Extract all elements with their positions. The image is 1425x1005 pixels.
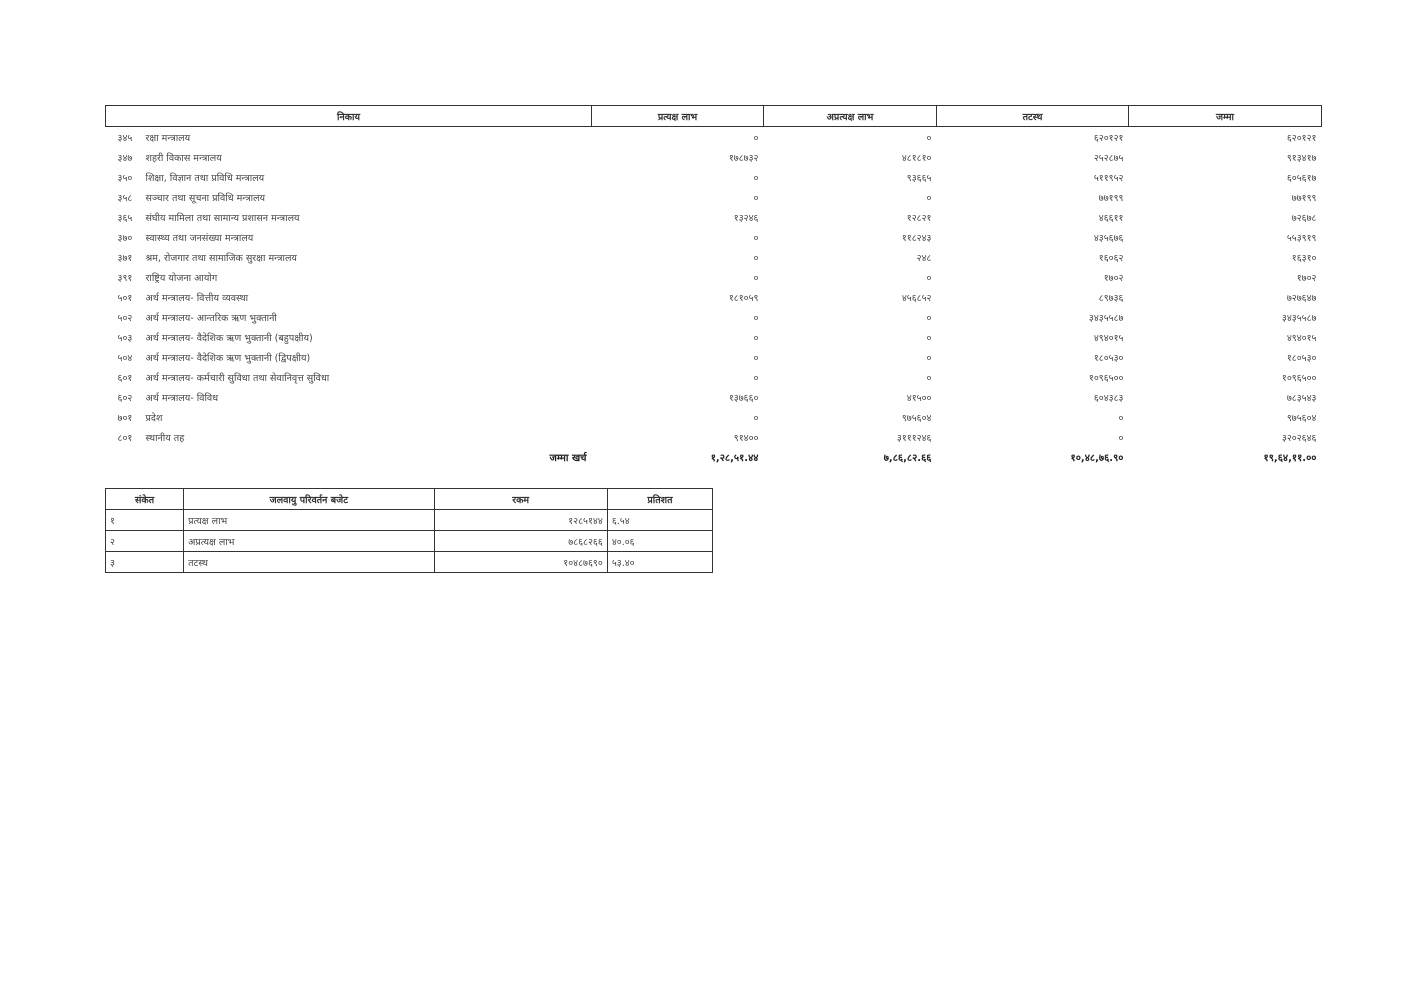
table-row [106, 287, 1322, 307]
entity-name: शिक्षा, विज्ञान तथा प्रविधि मन्त्रालय [145, 172, 265, 184]
entity-code: ३७० [117, 232, 133, 244]
total-cell: ३२०२६४६ [1281, 432, 1317, 444]
entity-name: श्रम, रोजगार तथा सामाजिक सुरक्षा मन्त्रालय [145, 252, 297, 264]
total-cell: ७८३५४३ [1286, 392, 1317, 404]
summary-row [106, 552, 713, 573]
total-cell: १०९६५०० [1281, 372, 1317, 384]
indirect-cell: ० [926, 332, 932, 344]
indirect-cell: ४१५०० [906, 392, 932, 404]
summary-header-label: जलवायु परिवर्तन बजेट [184, 489, 434, 510]
summary-label-cell: तटस्थ [184, 552, 434, 573]
entity-name: स्वास्थ्य तथा जनसंख्या मन्त्रालय [145, 232, 254, 244]
entity-code: ३५० [117, 172, 133, 184]
neutral-cell: ४३५६७६ [1093, 232, 1124, 244]
indirect-cell: ९७५६०४ [901, 412, 932, 424]
summary-row [106, 531, 713, 552]
indirect-cell: ० [926, 372, 932, 384]
neutral-cell: ३४३५५८७ [1088, 312, 1124, 324]
total-cell: ७७१९९ [1291, 192, 1317, 204]
entity-code: ७०१ [117, 412, 133, 424]
indirect-cell: ९३६६५ [906, 172, 932, 184]
entity-cell [106, 387, 592, 407]
summary-header-amount: रकम [434, 489, 607, 510]
indirect-cell: १२८२१ [906, 212, 932, 224]
neutral-cell: १६०६२ [1098, 252, 1124, 264]
indirect-cell: ० [926, 352, 932, 364]
neutral-cell: १८०५३० [1093, 352, 1124, 364]
entity-code: ३७१ [117, 252, 133, 264]
neutral-cell: ० [1118, 432, 1124, 444]
entity-cell [106, 367, 592, 387]
entity-name: सञ्चार तथा सूचना प्रविधि मन्त्रालय [145, 192, 266, 204]
indirect-cell: ३१११२४६ [896, 432, 932, 444]
total-cell: १८०५३० [1286, 352, 1317, 364]
total-direct-cell: १,२८,५१.४४ [710, 453, 759, 464]
direct-cell: ० [753, 352, 759, 364]
total-indirect-cell: ७,८६,८२.६६ [883, 453, 932, 464]
header-indirect: अप्रत्यक्ष लाभ [764, 106, 937, 127]
entity-code: ३५८ [117, 192, 133, 204]
neutral-cell: ६२०१२१ [1093, 132, 1124, 144]
entity-name: स्थानीय तह [145, 432, 185, 444]
summary-row [106, 510, 713, 531]
entity-code: ५०१ [117, 292, 133, 304]
summary-header-row [106, 489, 713, 510]
neutral-cell: १७०२ [1103, 272, 1124, 284]
neutral-cell: ४६६११ [1098, 212, 1124, 224]
entity-code: ६०२ [117, 392, 133, 404]
neutral-cell: ७७१९९ [1098, 192, 1124, 204]
table-row [106, 407, 1322, 427]
direct-cell: १३२४६ [733, 212, 759, 224]
table-row [106, 127, 1322, 148]
direct-cell: ० [753, 412, 759, 424]
total-row [106, 447, 1322, 467]
indirect-cell: ० [926, 272, 932, 284]
entity-cell [106, 267, 592, 287]
direct-cell: ० [753, 252, 759, 264]
total-cell: ९१३४१७ [1286, 152, 1317, 164]
table-row [106, 247, 1322, 267]
summary-amount-cell: ७८६८२६६ [434, 531, 607, 552]
direct-cell: ० [753, 372, 759, 384]
entity-name: अर्थ मन्त्रालय- वैदेशिक ऋण भुक्तानी (बहुपक्षीय) [145, 332, 313, 344]
entity-code: ८०१ [117, 432, 133, 444]
summary-body [106, 510, 713, 573]
table-row [106, 167, 1322, 187]
summary-code-cell: ३ [106, 552, 184, 573]
total-cell: ५५३९१९ [1286, 232, 1317, 244]
table-row [106, 187, 1322, 207]
total-cell: ४९४०१५ [1286, 332, 1317, 344]
neutral-cell: २५२८७५ [1093, 152, 1124, 164]
direct-cell: ० [753, 172, 759, 184]
summary-code-cell: २ [106, 531, 184, 552]
table-row [106, 307, 1322, 327]
entity-name: राष्ट्रिय योजना आयोग [145, 272, 218, 284]
entity-cell [106, 127, 592, 148]
direct-cell: ० [753, 232, 759, 244]
entity-cell [106, 427, 592, 447]
entity-name: संघीय मामिला तथा सामान्य प्रशासन मन्त्रालय [145, 212, 300, 224]
entity-name: अर्थ मन्त्रालय- वित्तीय व्यवस्था [145, 292, 249, 304]
indirect-cell: २४८ [916, 252, 932, 264]
table-row [106, 267, 1322, 287]
total-cell: ६०५६१७ [1286, 172, 1317, 184]
direct-cell: १८१०५९ [728, 292, 759, 304]
neutral-cell: १०९६५०० [1088, 372, 1124, 384]
summary-label-cell: प्रत्यक्ष लाभ [184, 510, 434, 531]
summary-label-cell: अप्रत्यक्ष लाभ [184, 531, 434, 552]
header-entity: निकाय [106, 106, 592, 127]
direct-cell: ० [753, 132, 759, 144]
summary-amount-cell: १०४८७६९० [434, 552, 607, 573]
table-header-row [106, 106, 1322, 127]
neutral-cell: ० [1118, 412, 1124, 424]
entity-cell [106, 207, 592, 227]
total-cell: १७०२ [1296, 272, 1317, 284]
entity-code: ५०४ [117, 352, 133, 364]
neutral-cell: ८९७३६ [1098, 292, 1124, 304]
header-total: जम्मा [1129, 106, 1322, 127]
direct-cell: ० [753, 332, 759, 344]
table-body [106, 127, 1322, 468]
table-row [106, 347, 1322, 367]
table-row [106, 387, 1322, 407]
entity-cell [106, 227, 592, 247]
indirect-cell: ४८१८१० [901, 152, 932, 164]
entity-code: ३९१ [117, 272, 133, 284]
entity-cell [106, 147, 592, 167]
table-row [106, 147, 1322, 167]
entity-name: अर्थ मन्त्रालय- आन्तरिक ऋण भुक्तानी [145, 312, 277, 324]
summary-header-percent: प्रतिशत [607, 489, 712, 510]
direct-cell: ९१४०० [733, 432, 759, 444]
entity-name: अर्थ मन्त्रालय- वैदेशिक ऋण भुक्तानी (द्विपक्षीय) [145, 352, 311, 364]
indirect-cell: ० [926, 132, 932, 144]
entity-cell [106, 247, 592, 267]
total-cell: ७२६७८ [1291, 212, 1317, 224]
neutral-cell: ६०४३८३ [1093, 392, 1124, 404]
table-row [106, 227, 1322, 247]
summary-amount-cell: १२८५१४४ [434, 510, 607, 531]
total-cell: ७२७६४७ [1286, 292, 1317, 304]
summary-percent-cell: ५३.४० [607, 552, 712, 573]
entity-code: ५०३ [117, 332, 133, 344]
table-row [106, 367, 1322, 387]
table-row [106, 207, 1322, 227]
indirect-cell: ४५६८५२ [901, 292, 932, 304]
direct-cell: १७८७३२ [728, 152, 759, 164]
direct-cell: १३७६६० [728, 392, 759, 404]
summary-code-cell: १ [106, 510, 184, 531]
total-cell: १६३१० [1291, 252, 1317, 264]
entity-cell [106, 327, 592, 347]
total-neutral-cell: १०,४८,७६.९० [1070, 453, 1124, 464]
header-direct: प्रत्यक्ष लाभ [592, 106, 764, 127]
summary-percent-cell: ६.५४ [607, 510, 712, 531]
direct-cell: ० [753, 312, 759, 324]
entity-name: अर्थ मन्त्रालय- विविध [145, 392, 219, 404]
table-row [106, 427, 1322, 447]
indirect-cell: ० [926, 192, 932, 204]
entity-code: ५०२ [117, 312, 133, 324]
entity-name: प्रदेश [145, 412, 163, 424]
entity-code: ३४७ [117, 152, 133, 164]
summary-header-code: संकेत [106, 489, 184, 510]
total-cell: ३४३५५८७ [1281, 312, 1317, 324]
total-cell: ९७५६०४ [1286, 412, 1317, 424]
climate-budget-table [105, 105, 1322, 467]
direct-cell: ० [753, 192, 759, 204]
indirect-cell: ११८२४३ [901, 232, 932, 244]
total-cell: ६२०१२१ [1286, 132, 1317, 144]
entity-code: ३६५ [117, 212, 133, 224]
table-row [106, 327, 1322, 347]
entity-cell [106, 287, 592, 307]
indirect-cell: ० [926, 312, 932, 324]
entity-cell [106, 407, 592, 427]
entity-code: ३४५ [117, 132, 133, 144]
entity-name: अर्थ मन्त्रालय- कर्मचारी सुविधा तथा सेवानिवृत्त सुविधा [145, 372, 330, 384]
entity-name: रक्षा मन्त्रालय [145, 132, 191, 144]
entity-cell [106, 167, 592, 187]
summary-table [105, 488, 713, 573]
entity-name: शहरी विकास मन्त्रालय [145, 152, 222, 164]
neutral-cell: ५११९५२ [1093, 172, 1124, 184]
total-total-cell: १९,६४,११.०० [1263, 453, 1317, 464]
summary-percent-cell: ४०.०६ [607, 531, 712, 552]
entity-cell [106, 187, 592, 207]
header-neutral: तटस्थ [937, 106, 1129, 127]
direct-cell: ० [753, 272, 759, 284]
total-label: जम्मा खर्च [549, 453, 587, 464]
entity-code: ६०१ [117, 372, 133, 384]
neutral-cell: ४९४०१५ [1093, 332, 1124, 344]
entity-cell [106, 307, 592, 327]
entity-cell [106, 347, 592, 367]
